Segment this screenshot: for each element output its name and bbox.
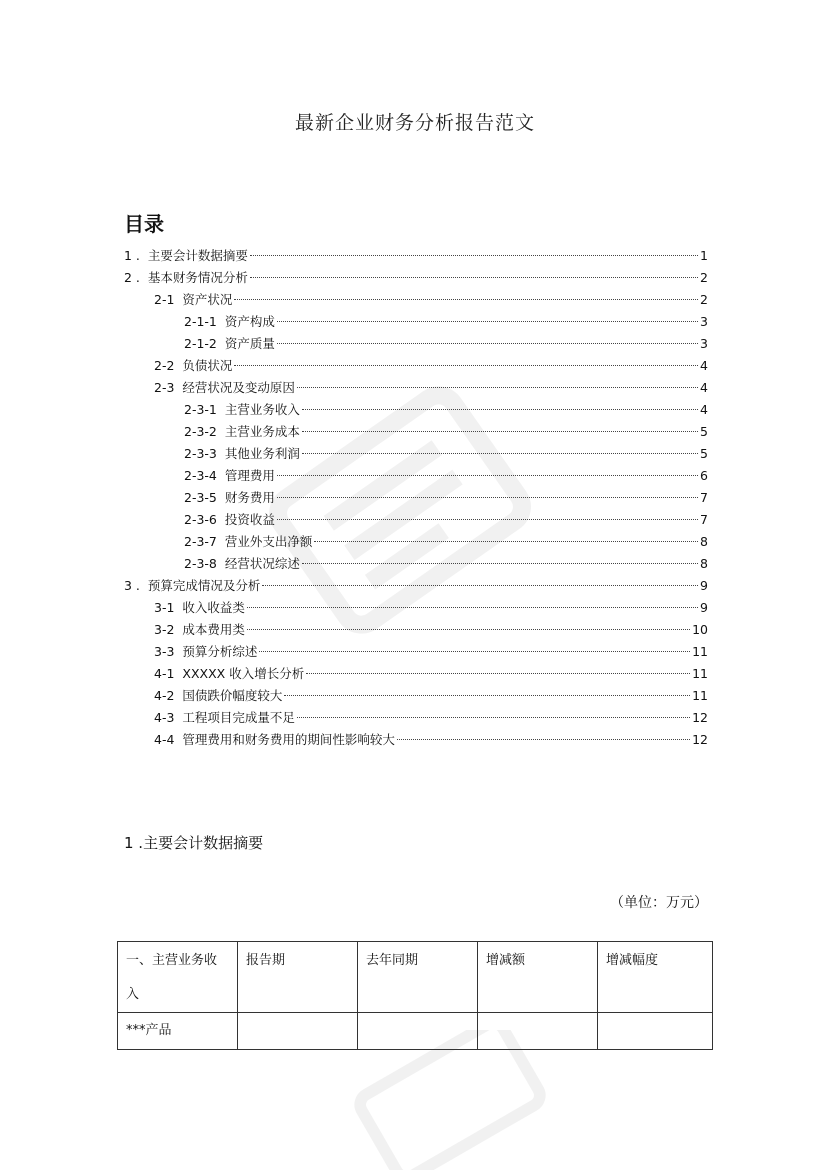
toc-entry-text <box>184 443 300 465</box>
toc-page-number: 12 <box>692 732 708 747</box>
toc-page-number: 12 <box>692 710 708 725</box>
toc-entry-text <box>154 707 295 729</box>
toc-entry-text <box>184 333 275 355</box>
toc-entry-text <box>124 267 248 289</box>
table-of-contents <box>124 245 708 751</box>
toc-dot-leader <box>277 321 698 322</box>
toc-entry-text <box>184 421 300 443</box>
toc-entry-number: 2-3 <box>154 380 175 395</box>
toc-entry-label: 营业外支出净额 <box>224 534 313 549</box>
toc-entry-text <box>184 399 300 421</box>
toc-entry-text <box>184 509 275 531</box>
table-header-cell: 去年同期 <box>358 942 478 1013</box>
unit-label: （单位：万元） <box>610 895 708 911</box>
toc-entry[interactable] <box>124 685 708 707</box>
toc-entry-number: 2-3-5 <box>184 490 217 505</box>
toc-dot-leader <box>277 343 698 344</box>
toc-dot-leader <box>302 409 698 410</box>
table-cell <box>238 1013 358 1050</box>
toc-page-number: 8 <box>700 534 708 549</box>
toc-dot-leader <box>247 629 690 630</box>
toc-heading: 目录 <box>124 212 164 236</box>
toc-entry-number: 1 . <box>124 248 140 263</box>
toc-entry-text <box>184 311 275 333</box>
toc-dot-leader <box>284 695 690 696</box>
toc-page-number: 7 <box>700 512 708 527</box>
toc-dot-leader <box>302 453 698 454</box>
toc-dot-leader <box>250 277 698 278</box>
toc-entry-number: 4-1 <box>154 666 175 681</box>
table-header-cell: 一、主营业务收入 <box>118 942 238 1013</box>
toc-dot-leader <box>306 673 690 674</box>
toc-entry[interactable] <box>124 487 708 509</box>
toc-entry-number: 2-3-4 <box>184 468 217 483</box>
toc-entry-text <box>154 619 245 641</box>
toc-entry[interactable] <box>124 641 708 663</box>
toc-entry[interactable] <box>124 245 708 267</box>
toc-entry-number: 2-1 <box>154 292 175 307</box>
toc-entry-text <box>154 641 257 663</box>
toc-entry[interactable] <box>124 619 708 641</box>
toc-entry-label: 经营状况综述 <box>224 556 300 571</box>
toc-entry-label: 主营业务成本 <box>224 424 300 439</box>
toc-entry[interactable] <box>124 575 708 597</box>
table-cell <box>598 1013 713 1050</box>
toc-entry[interactable] <box>124 663 708 685</box>
toc-entry-label: 资产质量 <box>224 336 275 351</box>
toc-entry-number: 4-2 <box>154 688 175 703</box>
toc-entry-label: 成本费用类 <box>182 622 245 637</box>
toc-entry-label: 工程项目完成量不足 <box>182 710 295 725</box>
toc-entry-text <box>154 663 304 685</box>
toc-entry-number: 2-3-7 <box>184 534 217 549</box>
table-cell <box>358 1013 478 1050</box>
toc-dot-leader <box>250 255 698 256</box>
toc-page-number: 6 <box>700 468 708 483</box>
toc-entry[interactable] <box>124 553 708 575</box>
table-header-row <box>118 942 713 1013</box>
toc-page-number: 9 <box>700 578 708 593</box>
toc-entry-text <box>154 355 232 377</box>
toc-entry-number: 3-3 <box>154 644 175 659</box>
toc-entry-label: 管理费用和财务费用的期间性影响较大 <box>182 732 395 747</box>
toc-entry-number: 2-3-1 <box>184 402 217 417</box>
toc-entry[interactable] <box>124 465 708 487</box>
toc-entry-text <box>154 377 295 399</box>
toc-dot-leader <box>314 541 698 542</box>
accounting-data-table <box>117 941 713 1050</box>
toc-dot-leader <box>302 563 698 564</box>
toc-dot-leader <box>247 607 698 608</box>
toc-entry[interactable] <box>124 707 708 729</box>
toc-entry-label: 预算完成情况及分析 <box>147 578 261 593</box>
toc-page-number: 4 <box>700 358 708 373</box>
toc-page-number: 11 <box>692 688 708 703</box>
toc-entry[interactable] <box>124 311 708 333</box>
toc-dot-leader <box>277 497 698 498</box>
watermark-logo-bottom <box>330 1030 570 1170</box>
toc-entry-number: 2-3-3 <box>184 446 217 461</box>
toc-page-number: 9 <box>700 600 708 615</box>
toc-entry-label: 负债状况 <box>182 358 233 373</box>
toc-entry[interactable] <box>124 333 708 355</box>
toc-dot-leader <box>302 431 698 432</box>
toc-dot-leader <box>277 519 698 520</box>
toc-entry-number: 3-1 <box>154 600 175 615</box>
section-heading: 1 .主要会计数据摘要 <box>124 834 264 852</box>
toc-dot-leader <box>297 717 690 718</box>
toc-dot-leader <box>234 365 698 366</box>
toc-entry-label: 投资收益 <box>224 512 275 527</box>
document-title: 最新企业财务分析报告范文 <box>294 112 535 134</box>
toc-entry-label: 预算分析综述 <box>182 644 258 659</box>
toc-dot-leader <box>259 651 690 652</box>
toc-entry[interactable] <box>124 421 708 443</box>
toc-entry-number: 2-1-2 <box>184 336 217 351</box>
toc-page-number: 5 <box>700 424 708 439</box>
toc-entry-label: 财务费用 <box>224 490 275 505</box>
toc-entry[interactable] <box>124 267 708 289</box>
toc-page-number: 11 <box>692 644 708 659</box>
toc-entry-text <box>184 465 275 487</box>
toc-dot-leader <box>262 585 698 586</box>
toc-entry-label: 资产状况 <box>182 292 233 307</box>
toc-dot-leader <box>397 739 690 740</box>
toc-entry[interactable] <box>124 509 708 531</box>
toc-entry-number: 2 . <box>124 270 140 285</box>
toc-dot-leader <box>277 475 698 476</box>
toc-page-number: 10 <box>692 622 708 637</box>
toc-entry-number: 4-3 <box>154 710 175 725</box>
toc-entry[interactable] <box>124 289 708 311</box>
toc-entry-number: 3 . <box>124 578 140 593</box>
toc-entry[interactable] <box>124 377 708 399</box>
toc-entry[interactable] <box>124 399 708 421</box>
toc-entry-label: 管理费用 <box>224 468 275 483</box>
toc-page-number: 2 <box>700 270 708 285</box>
toc-entry-number: 2-3-2 <box>184 424 217 439</box>
toc-entry-text <box>184 553 300 575</box>
toc-entry-label: 主要会计数据摘要 <box>147 248 248 263</box>
toc-entry-text <box>124 575 260 597</box>
toc-entry-text <box>184 531 312 553</box>
toc-entry[interactable] <box>124 443 708 465</box>
table-cell: ***产品 <box>118 1013 238 1050</box>
toc-entry[interactable] <box>124 729 708 751</box>
toc-page-number: 2 <box>700 292 708 307</box>
toc-entry-label: 基本财务情况分析 <box>147 270 248 285</box>
toc-page-number: 4 <box>700 402 708 417</box>
toc-page-number: 7 <box>700 490 708 505</box>
toc-entry-label: 国债跌价幅度较大 <box>182 688 283 703</box>
table-row <box>118 1013 713 1050</box>
toc-entry[interactable] <box>124 531 708 553</box>
toc-dot-leader <box>297 387 698 388</box>
toc-page-number: 5 <box>700 446 708 461</box>
toc-entry-number: 2-3-8 <box>184 556 217 571</box>
toc-entry-label: 其他业务利润 <box>224 446 300 461</box>
table-header-cell: 增减额 <box>478 942 598 1013</box>
toc-dot-leader <box>234 299 698 300</box>
toc-page-number: 8 <box>700 556 708 571</box>
toc-entry-text <box>154 289 232 311</box>
toc-entry-label: 资产构成 <box>224 314 275 329</box>
toc-entry-text <box>154 729 395 751</box>
toc-entry-number: 2-2 <box>154 358 175 373</box>
toc-entry[interactable] <box>124 597 708 619</box>
toc-page-number: 1 <box>700 248 708 263</box>
toc-entry-text <box>154 685 282 707</box>
toc-page-number: 11 <box>692 666 708 681</box>
toc-entry[interactable] <box>124 355 708 377</box>
toc-entry-text <box>124 245 248 267</box>
toc-page-number: 3 <box>700 314 708 329</box>
toc-entry-number: 3-2 <box>154 622 175 637</box>
toc-page-number: 4 <box>700 380 708 395</box>
toc-entry-number: 2-1-1 <box>184 314 217 329</box>
toc-page-number: 3 <box>700 336 708 351</box>
toc-entry-label: 经营状况及变动原因 <box>182 380 295 395</box>
toc-entry-label: XXXXX 收入增长分析 <box>182 666 305 681</box>
toc-entry-number: 2-3-6 <box>184 512 217 527</box>
table-cell <box>478 1013 598 1050</box>
toc-entry-label: 收入收益类 <box>182 600 245 615</box>
table-header-cell: 增减幅度 <box>598 942 713 1013</box>
table-header-cell: 报告期 <box>238 942 358 1013</box>
toc-entry-text <box>154 597 245 619</box>
toc-entry-label: 主营业务收入 <box>224 402 300 417</box>
toc-entry-text <box>184 487 275 509</box>
toc-entry-number: 4-4 <box>154 732 175 747</box>
